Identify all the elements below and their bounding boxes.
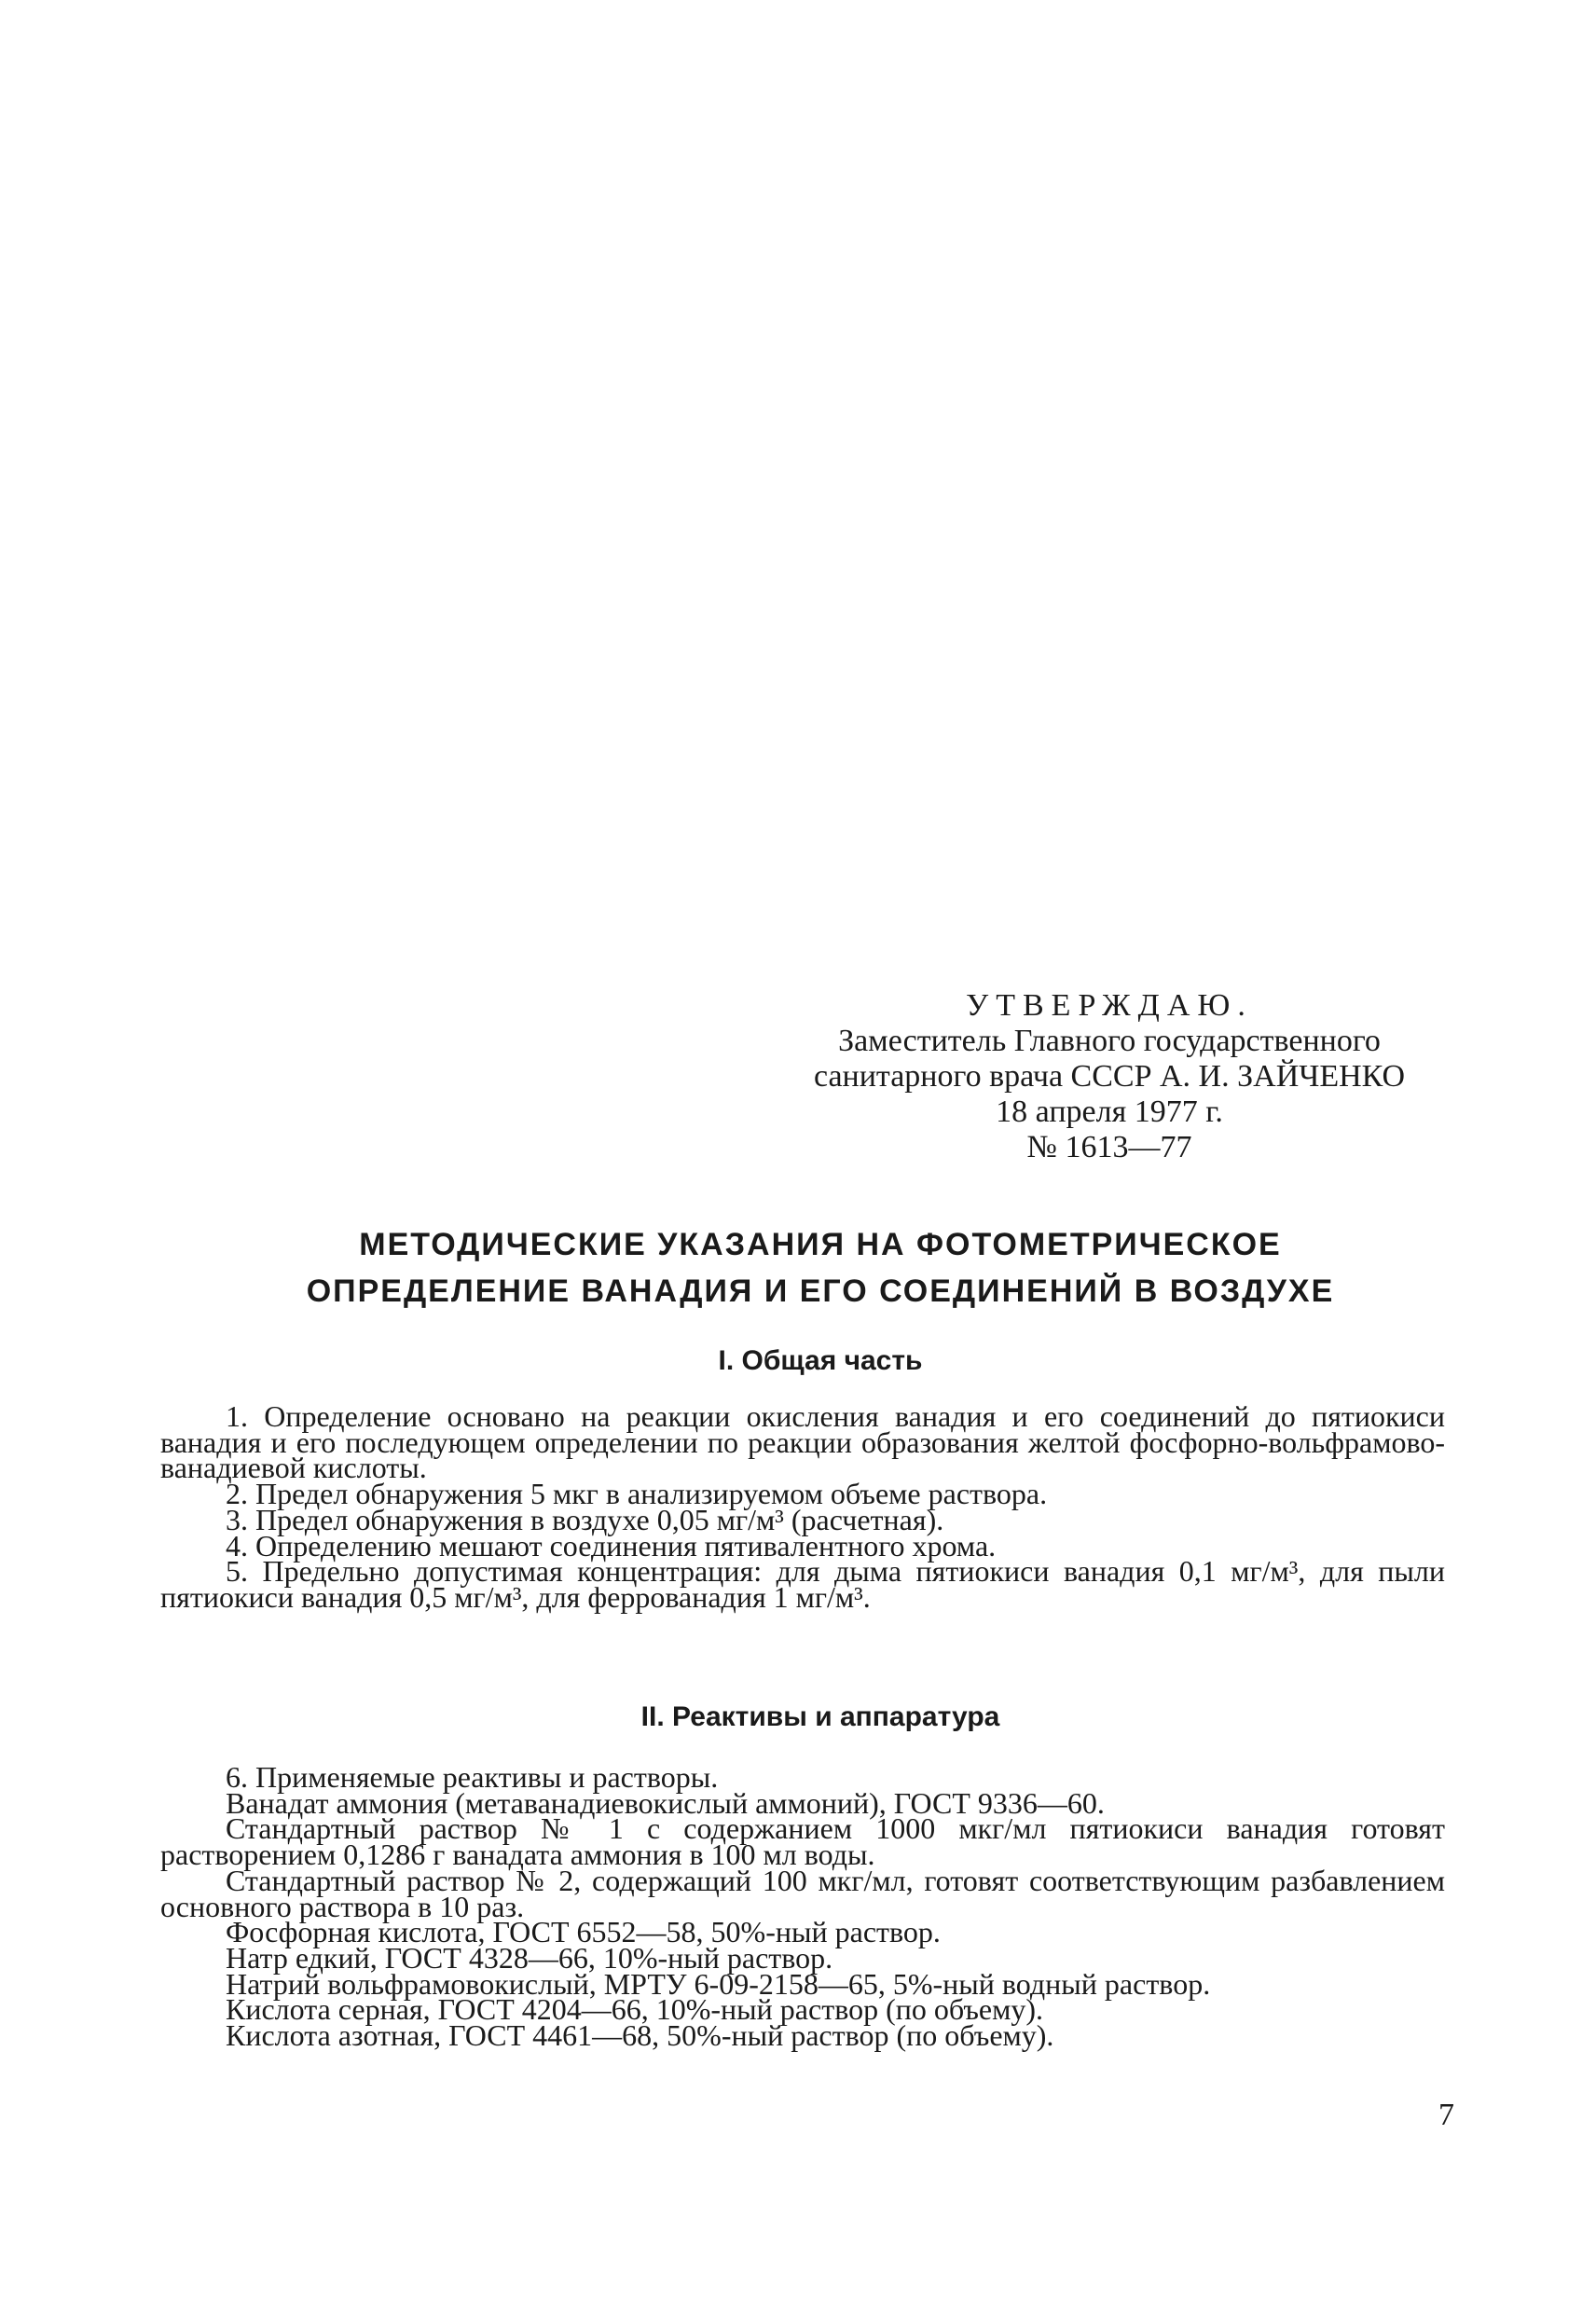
paragraph: 4. Определению мешают соединения пятивалентного хрома. bbox=[226, 1528, 997, 1563]
approval-date: 18 апреля 1977 г. bbox=[996, 1095, 1223, 1129]
approval-block bbox=[783, 988, 1436, 1165]
approval-line: санитарного врача СССР А. И. ЗАЙЧЕНКО bbox=[813, 1059, 1406, 1094]
document-title bbox=[168, 1221, 1473, 1315]
section-heading-general: I. Общая часть bbox=[718, 1345, 923, 1376]
paragraph: 6. Применяемые реактивы и растворы. bbox=[226, 1760, 719, 1794]
approval-line: Заместитель Главного государственного bbox=[838, 1024, 1381, 1058]
paragraph: Кислота серная, ГОСТ 4204—66, 10%-ный раствор (по объему). bbox=[226, 1992, 1043, 2027]
paragraph: 5. Предельно допустимая концентрация: для дыма пятиокиси ванадия 0,1 мг/м³, для пыли пятиокиси ванадия 0,5 мг/м³, для феррованадия 1 мг/м³. bbox=[160, 1554, 1445, 1614]
paragraph: Стандартный раствор № 1 с содержанием 1000 мкг/мл пятиокиси ванадия готовят растворением 0,1286 г ванадата аммония в 100 мл воды. bbox=[160, 1811, 1445, 1872]
paragraph: Натрий вольфрамовокислый, МРТУ 6-09-2158—65, 5%-ный водный раствор. bbox=[226, 1966, 1211, 2001]
paragraph: Ванадат аммония (метаванадиевокислый аммоний), ГОСТ 9336—60. bbox=[226, 1785, 1105, 1820]
document-title-line: МЕТОДИЧЕСКИЕ УКАЗАНИЯ НА ФОТОМЕТРИЧЕСКОЕ bbox=[359, 1227, 1282, 1262]
approval-number: № 1613—77 bbox=[1026, 1130, 1192, 1164]
paragraph: Стандартный раствор № 2, содержащий 100 мкг/мл, готовят соответствующим разбавлением основного раствора в 10 раз. bbox=[160, 1863, 1445, 1923]
paragraph: Натр едкий, ГОСТ 4328—66, 10%-ный раствор. bbox=[226, 1940, 833, 1975]
document-title-line: ОПРЕДЕЛЕНИЕ ВАНАДИЯ И ЕГО СОЕДИНЕНИЙ В ВОЗДУХЕ bbox=[306, 1274, 1335, 1309]
paragraph: 2. Предел обнаружения 5 мкг в анализируемом объеме раствора. bbox=[226, 1477, 1048, 1511]
approval-title: УТВЕРЖДАЮ. bbox=[966, 988, 1253, 1023]
section-reagents-body bbox=[160, 1760, 1445, 2053]
paragraph: 1. Определение основано на реакции окисления ванадия и его соединений до пятиокиси ванадия и его последующем определении по реакции образования желтой фосфорно-вольфрамово-ванадиевой кислоты. bbox=[160, 1399, 1445, 1485]
page-number: 7 bbox=[1438, 2098, 1454, 2132]
section-general-body bbox=[160, 1399, 1445, 1614]
paragraph: Кислота азотная, ГОСТ 4461—68, 50%-ный раствор (по объему). bbox=[226, 2018, 1054, 2053]
paragraph: 3. Предел обнаружения в воздухе 0,05 мг/м³ (расчетная). bbox=[226, 1502, 944, 1536]
section-heading-reagents: II. Реактивы и аппаратура bbox=[640, 1701, 1000, 1732]
paragraph: Фосфорная кислота, ГОСТ 6552—58, 50%-ный раствор. bbox=[226, 1915, 941, 1949]
